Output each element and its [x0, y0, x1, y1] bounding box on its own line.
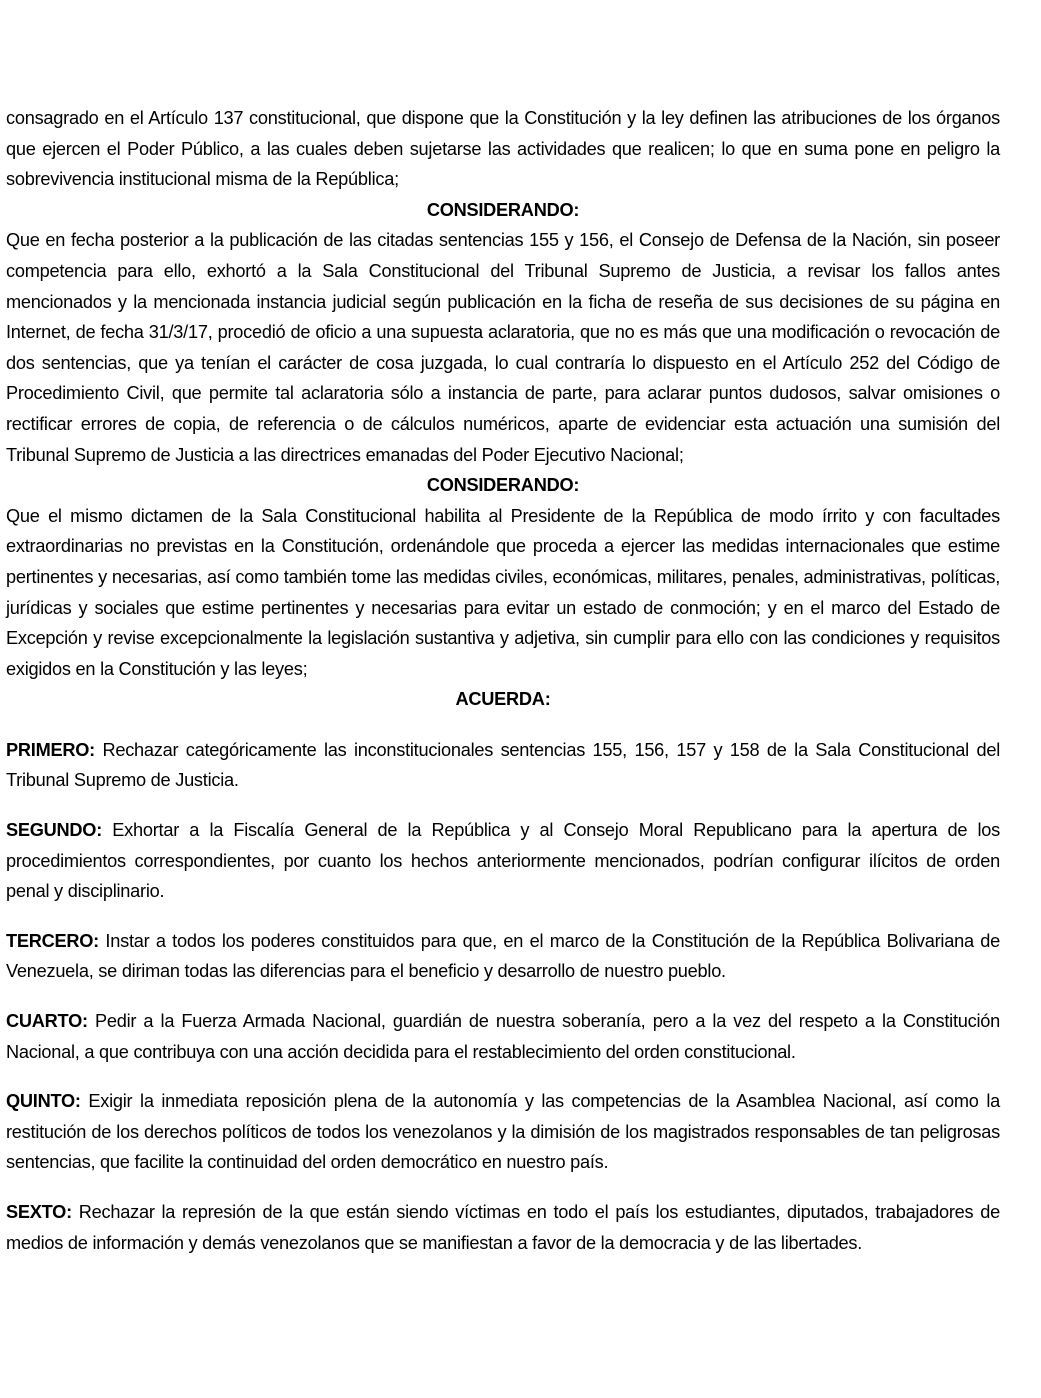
resolution-label: SEXTO: [6, 1202, 72, 1222]
resolution-quinto [6, 1086, 1000, 1178]
resolution-segundo [6, 815, 1000, 907]
resolution-text: Exhortar a la Fiscalía General de la República y al Consejo Moral Republicano para la apertura de los procedimientos correspondientes, por cuanto los hechos anteriormente mencionados, podrían configurar ilícitos de orden penal y disciplinario. [6, 820, 1000, 902]
considerando-heading-2: CONSIDERANDO: [426, 475, 580, 496]
considerando-paragraph-2: Que el mismo dictamen de la Sala Constitucional habilita al Presidente de la República de modo írrito y con facultades extraordinarias no previstas en la Constitución, ordenándole que proceda a ejercer las medidas internacionales que estime pertinentes y necesarias, así como también tome las medidas civiles, económicas, militares, penales, administrativas, políticas, jurídicas y sociales que estime pertinentes y necesarias para evitar un estado de conmoción; y en el marco del Estado de Excepción y revise excepcionalmente la legislación sustantiva y adjetiva, sin cumplir para ello con las condiciones y requisitos exigidos en la Constitución y las leyes; [6, 505, 1000, 679]
resolution-text: Rechazar categóricamente las inconstitucionales sentencias 155, 156, 157 y 158 de la Sala Constitucional del Tribunal Supremo de Justicia. [6, 739, 1000, 791]
resolution-label: CUARTO: [6, 1011, 88, 1032]
resolution-text: Rechazar la represión de la que están siendo víctimas en todo el país los estudiantes, diputados, trabajadores de medios de información y demás venezolanos que se manifiestan a favor de la democracia y de las libertades. [6, 1202, 1000, 1253]
resolution-label: TERCERO: [6, 930, 99, 951]
considerando-heading-1: CONSIDERANDO: [426, 199, 580, 220]
resolution-label: SEGUNDO: [6, 820, 103, 841]
resolution-label: QUINTO: [6, 1091, 81, 1112]
resolution-cuarto [6, 1006, 1000, 1067]
considerando-paragraph-1: Que en fecha posterior a la publicación de las citadas sentencias 155 y 156, el Consejo de Defensa de la Nación, sin poseer competencia para ello, exhortó a la Sala Constitucional del Tribunal Supremo de Justicia, a revisar los fallos antes mencionados y la mencionada instancia judicial según publicación en la ficha de reseña de sus decisiones de su página en Internet, de fecha 31/3/17, procedió de oficio a una supuesta aclaratoria, que no es más que una modificación o revocación de dos sentencias, que ya tenían el carácter de cosa juzgada, lo cual contraría lo dispuesto en el Artículo 252 del Código de Procedimiento Civil, que permite tal aclaratoria sólo a instancia de parte, para aclarar puntos dudosos, salvar omisiones o rectificar errores de copia, de referencia o de cálculos numéricos, aparte de evidenciar esta actuación una sumisión del Tribunal Supremo de Justicia a las directrices emanadas del Poder Ejecutivo Nacional; [6, 230, 1000, 465]
resolution-text: Instar a todos los poderes constituidos para que, en el marco de la Constitución de la República Bolivariana de Venezuela, se diriman todas las diferencias para el beneficio y desarrollo de nuestro pueblo. [6, 930, 1000, 982]
resolution-label: PRIMERO: [6, 739, 95, 760]
resolution-primero [6, 735, 1000, 796]
acuerda-heading: ACUERDA: [455, 689, 551, 710]
resolution-tercero [6, 926, 1000, 987]
intro-paragraph: consagrado en el Artículo 137 constitucional, que dispone que la Constitución y la ley definen las atribuciones de los órganos que ejercen el Poder Público, a las cuales deben sujetarse las actividades que realicen; lo que en suma pone en peligro la sobrevivencia institucional misma de la República; [6, 108, 1000, 190]
resolution-text: Exigir la inmediata reposición plena de la autonomía y las competencias de la Asamblea Nacional, así como la restitución de los derechos políticos de todos los venezolanos y la dimisión de los magistrados responsables de tan peligrosas sentencias, que facilite la continuidad del orden democrático en nuestro país. [6, 1091, 1000, 1173]
resolution-text: Pedir a la Fuerza Armada Nacional, guardián de nuestra soberanía, pero a la vez del respeto a la Constitución Nacional, a que contribuya con una acción decidida para el restablecimiento del orden constitucional. [6, 1011, 1000, 1062]
resolution-sexto [6, 1197, 1000, 1258]
document-page [6, 103, 1000, 1277]
